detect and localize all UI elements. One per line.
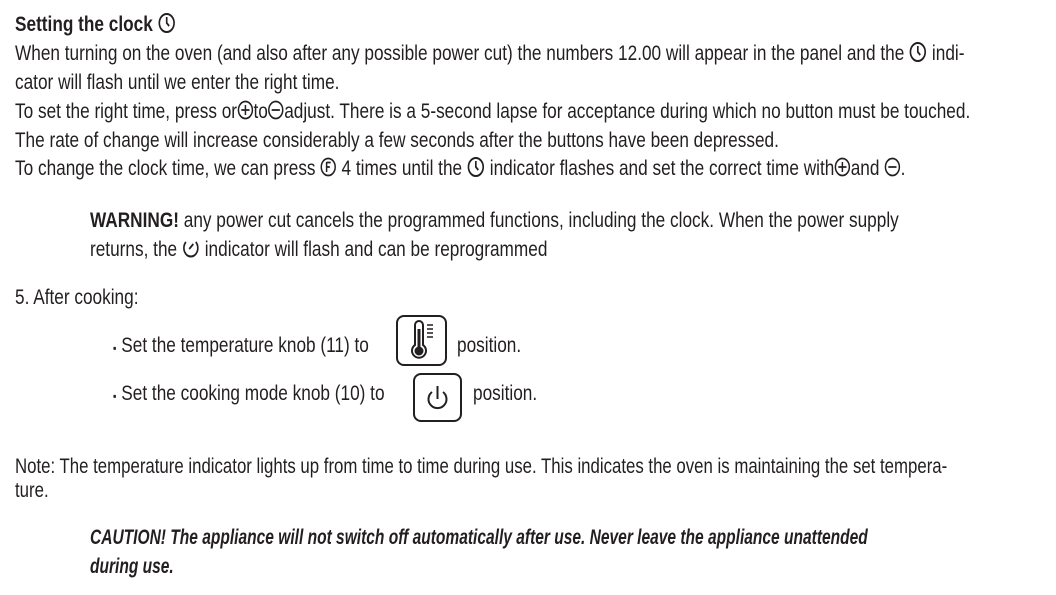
caution-text: during use. <box>90 555 174 578</box>
text: indicator will flash and can be reprogrammed <box>204 238 548 261</box>
plus-button-icon <box>834 157 850 177</box>
text: adjust. There is a 5-second lapse for acceptance during which no button must be touched. <box>284 100 971 123</box>
paragraph-line <box>15 40 964 68</box>
bullet: ▪ <box>113 389 117 403</box>
text: To set the right time, press or <box>15 100 238 123</box>
text: position. <box>457 334 522 357</box>
text: indicator flashes and set the correct time with <box>489 157 835 180</box>
list-item <box>113 380 385 410</box>
text: 4 times until the <box>341 157 463 180</box>
timer-icon <box>182 237 200 259</box>
list-item-suffix <box>473 380 537 408</box>
list-item-suffix <box>457 332 521 360</box>
text: position. <box>473 382 538 405</box>
text: any power cut cancels the programmed functions, including the clock. When the power supply <box>183 209 899 232</box>
list-item <box>113 332 369 362</box>
text: When turning on the oven (and also after any possible power cut) the numbers 12.00 will appear in the panel and the <box>15 42 905 65</box>
clock-icon <box>909 41 927 63</box>
text: indi- <box>931 42 965 65</box>
warning-line <box>90 207 899 235</box>
text: ture. <box>15 479 49 502</box>
note-line <box>15 453 947 481</box>
paragraph-line <box>15 155 905 183</box>
text: The rate of change will increase considerably a few seconds after the buttons have been depressed. <box>15 129 779 152</box>
caution-line <box>90 524 868 552</box>
text: Set the cooking mode knob (10) to <box>121 382 385 405</box>
text: . <box>900 157 906 180</box>
paragraph-line <box>15 127 779 155</box>
function-button-icon <box>320 157 336 177</box>
clock-icon <box>158 12 176 34</box>
power-icon <box>413 373 462 422</box>
minus-button-icon <box>268 100 284 120</box>
text: to <box>253 100 268 123</box>
warning-line <box>90 236 547 264</box>
step-heading <box>15 284 138 312</box>
section-heading <box>15 11 176 39</box>
plus-button-icon <box>237 100 253 120</box>
step-number: 5. <box>15 286 30 309</box>
bullet: ▪ <box>113 341 117 355</box>
caution-line <box>90 553 174 581</box>
text: Set the temperature knob (11) to <box>121 334 369 357</box>
warning-label: WARNING! <box>90 209 179 232</box>
step-title: After cooking: <box>33 286 139 309</box>
paragraph-line <box>15 69 339 97</box>
clock-icon <box>467 156 485 178</box>
text: cator will flash until we enter the right time. <box>15 71 340 94</box>
paragraph-line <box>15 98 970 126</box>
text: To change the clock time, we can press <box>15 157 316 180</box>
text: Note: The temperature indicator lights up from time to time during use. This indicates the oven is maintaining the set tempera- <box>15 455 948 478</box>
caution-text: CAUTION! The appliance will not switch off automatically after use. Never leave the appliance unattended <box>90 526 868 549</box>
minus-button-icon <box>884 157 900 177</box>
thermometer-icon <box>396 315 447 366</box>
note-line <box>15 477 49 505</box>
section-title: Setting the clock <box>15 13 153 36</box>
text: returns, the <box>90 238 178 261</box>
text: and <box>850 157 880 180</box>
